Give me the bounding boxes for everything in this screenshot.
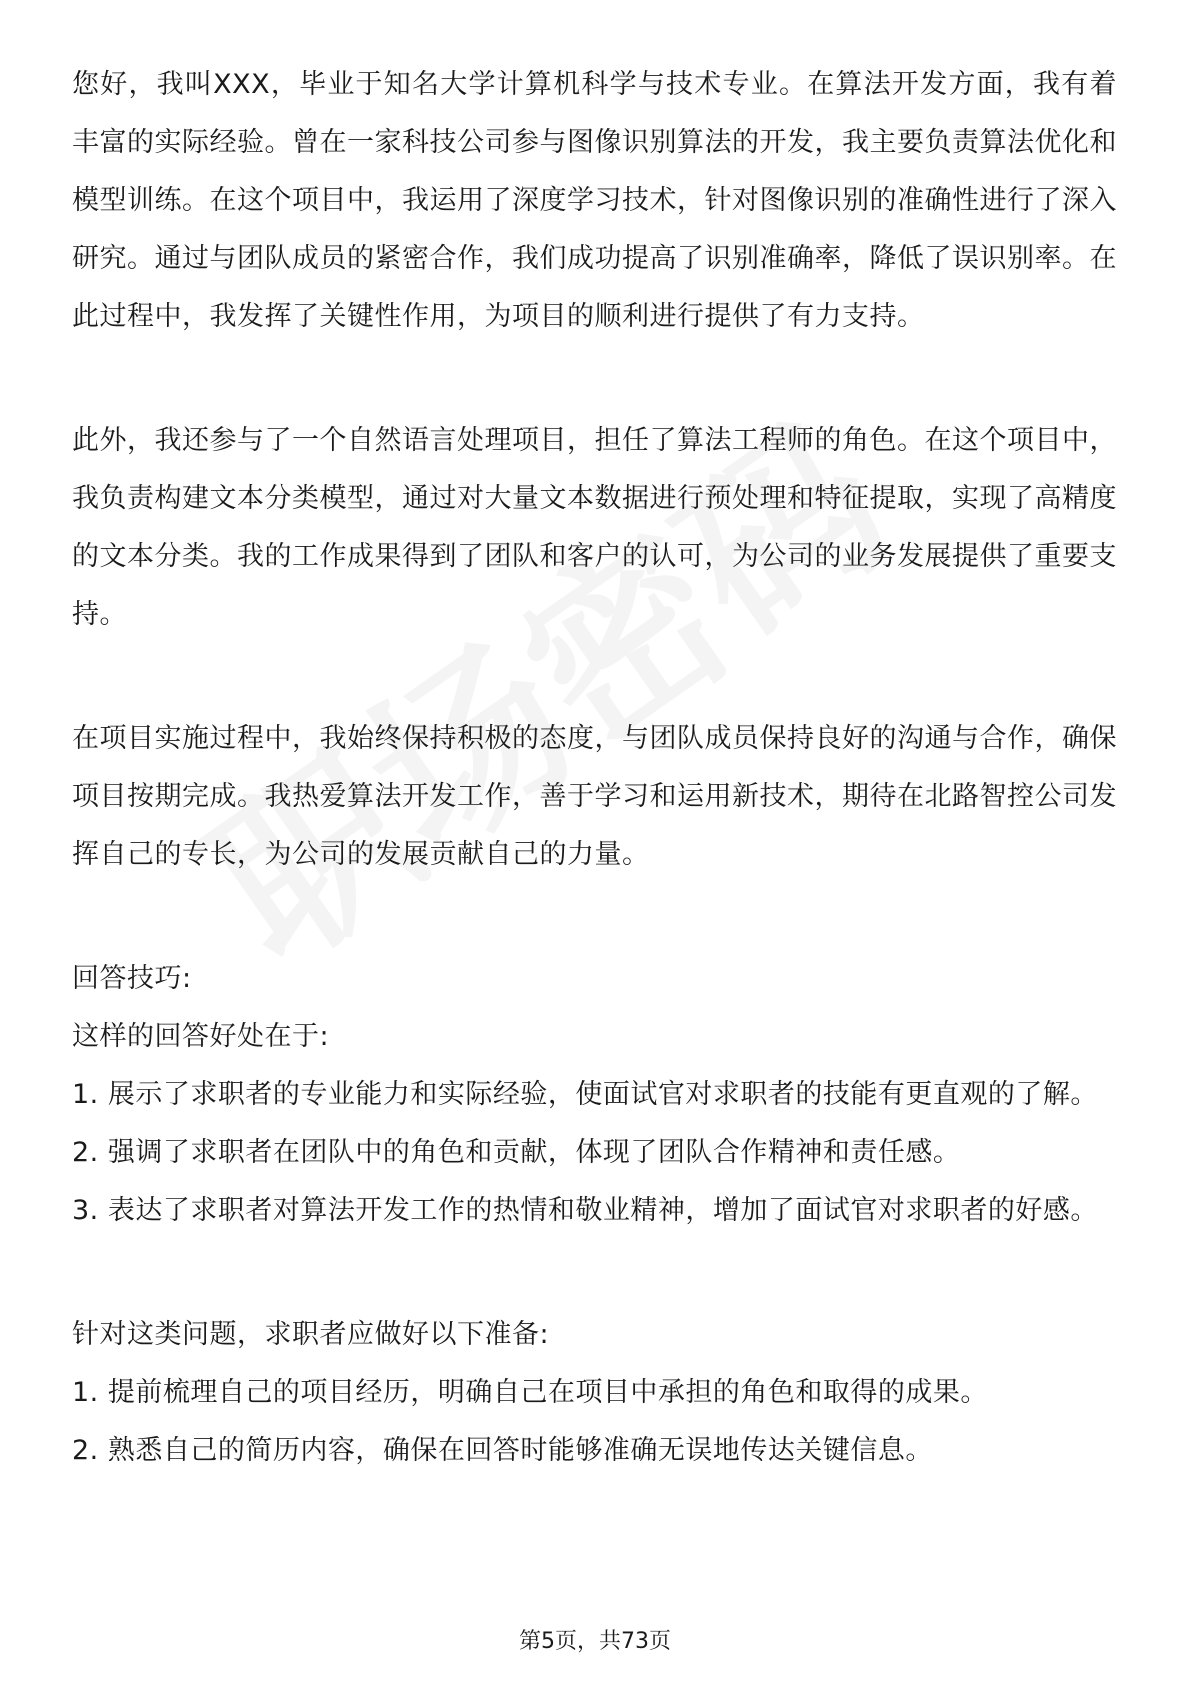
paragraph-intro: 您好，我叫XXX，毕业于知名大学计算机科学与技术专业。在算法开发方面，我有着丰富的实际经验。曾在一家科技公司参与图像识别算法的开发，我主要负责算法优化和模型训练。在这个项目中，我运用了深度学习技术，针对图像识别的准确性进行了深入研究。通过与团队成员的紧密合作，我们成功提高了识别准确率，降低了误识别率。在此过程中，我发挥了关键性作用，为项目的顺利进行提供了有力支持。 <box>72 69 1117 332</box>
prep-item-1: 1. 提前梳理自己的项目经历，明确自己在项目中承担的角色和取得的成果。 <box>72 1377 988 1408</box>
tips-item-2: 2. 强调了求职者在团队中的角色和贡献，体现了团队合作精神和责任感。 <box>72 1137 961 1168</box>
prep-item-2: 2. 熟悉自己的简历内容，确保在回答时能够准确无误地传达关键信息。 <box>72 1435 933 1466</box>
tips-item-3: 3. 表达了求职者对算法开发工作的热情和敬业精神，增加了面试官对求职者的好感。 <box>72 1195 1098 1226</box>
paragraph-attitude: 在项目实施过程中，我始终保持积极的态度，与团队成员保持良好的沟通与合作，确保项目按期完成。我热爱算法开发工作，善于学习和运用新技术，期待在北路智控公司发挥自己的专长，为公司的发展贡献自己的力量。 <box>72 723 1117 870</box>
tips-item-1: 1. 展示了求职者的专业能力和实际经验，使面试官对求职者的技能有更直观的了解。 <box>72 1079 1098 1110</box>
tips-intro: 这样的回答好处在于: <box>72 1021 330 1052</box>
document-body <box>72 56 1117 1480</box>
paragraph-spacer <box>72 884 1117 950</box>
tips-heading: 回答技巧: <box>72 963 192 994</box>
paragraph-spacer <box>72 644 1117 710</box>
prep-intro: 针对这类问题，求职者应做好以下准备: <box>72 1319 550 1350</box>
paragraph-spacer <box>72 1240 1117 1306</box>
paragraph-nlp-project: 此外，我还参与了一个自然语言处理项目，担任了算法工程师的角色。在这个项目中，我负责构建文本分类模型，通过对大量文本数据进行预处理和特征提取，实现了高精度的文本分类。我的工作成果得到了团队和客户的认可，为公司的业务发展提供了重要支持。 <box>72 425 1117 630</box>
paragraph-spacer <box>72 346 1117 412</box>
page-number: 第5页，共73页 <box>519 1629 671 1654</box>
